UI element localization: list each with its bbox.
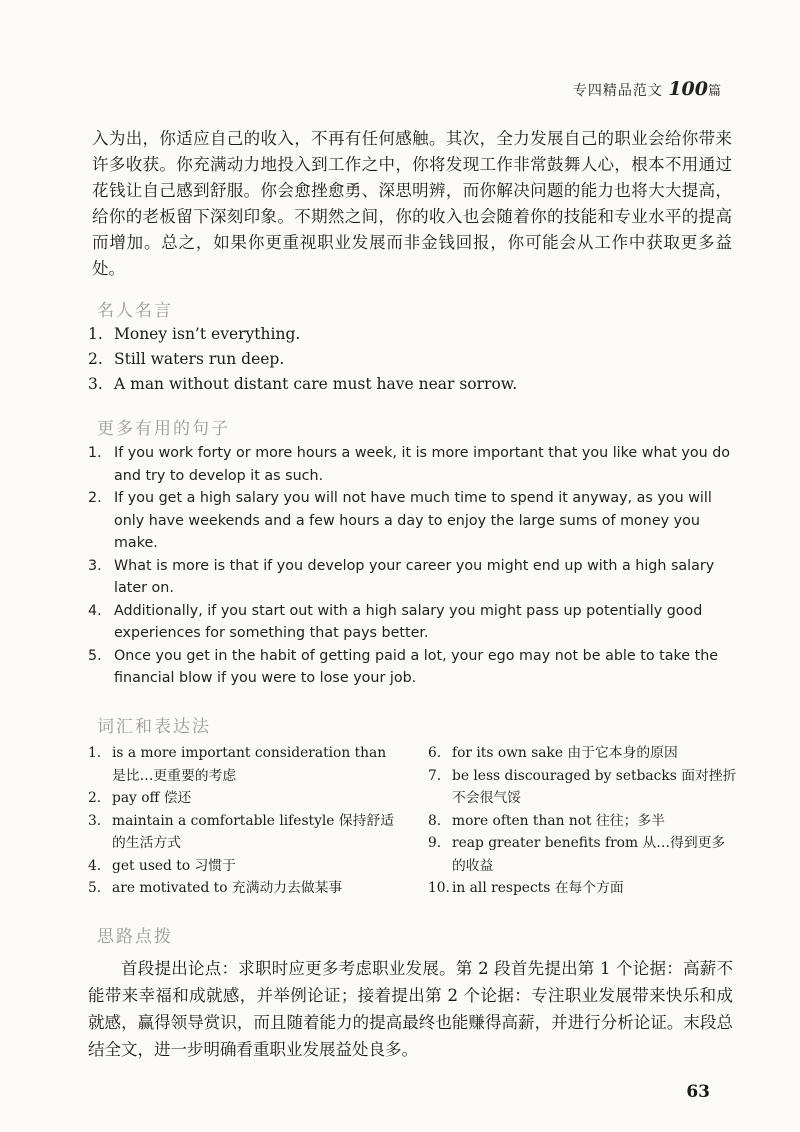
item-number: 9.	[428, 835, 442, 851]
vocab-title: 词汇和表达法	[97, 717, 211, 737]
list-item	[88, 600, 733, 645]
sentences-title: 更多有用的句子	[97, 419, 230, 439]
item-text: What is more is that if you develop your career you might end up with a high salary later on.	[114, 557, 715, 596]
item-number: 1.	[88, 445, 102, 461]
item-number: 4.	[88, 857, 102, 874]
item-number: 3.	[88, 557, 102, 574]
running-unit: 篇	[707, 84, 722, 99]
item-number: 3.	[88, 812, 102, 829]
item-text: are motivated to 充满动力去做某事	[112, 880, 343, 896]
list-item	[88, 347, 728, 372]
page-number: 63	[686, 1082, 710, 1102]
item-number: 5.	[88, 647, 102, 664]
item-number: 4.	[88, 602, 102, 619]
list-item	[88, 645, 733, 690]
list-item	[88, 487, 733, 555]
list-item	[88, 742, 400, 787]
intro-paragraph: 入为出，你适应自己的收入，不再有任何感触。其次，全力发展自己的职业会给你带来许多收获。你充满动力地投入到工作之中，你将发现工作非常鼓舞人心，根本不用通过花钱让自己感到舒服。你会愈挫愈勇、深思明辨，而你解决问题的能力也将大大提高，给你的老板留下深刻印象。不期然之间，你的收入也会随着你的技能和专业水平的提高而增加。总之，如果你更重视职业发展而非金钱回报，你可能会从工作中获取更多益处。	[92, 129, 732, 278]
item-number: 3.	[88, 375, 103, 393]
item-text: more often than not 往往；多半	[452, 812, 665, 829]
vocab-column-left	[88, 742, 400, 900]
running-title: 专四精品范文	[572, 83, 663, 99]
quotes-list	[88, 322, 728, 397]
item-text: Additionally, if you start out with a high salary you might pass up potentially good experiences for something that pays better.	[114, 602, 703, 641]
item-text: in all respects 在每个方面	[452, 880, 624, 896]
item-number: 2.	[88, 490, 102, 506]
item-number: 10.	[428, 880, 450, 896]
list-item	[88, 855, 400, 878]
vocab-list	[88, 742, 738, 900]
list-item	[428, 810, 738, 833]
running-number: 100	[668, 78, 708, 100]
item-text: reap greater benefits from 从…得到更多的收益	[452, 835, 726, 874]
item-text: Once you get in the habit of getting paid a lot, your ego may not be able to take the financial blow if you were to lose your job.	[114, 647, 719, 686]
item-number: 7.	[428, 767, 442, 784]
list-item	[88, 322, 728, 347]
list-item	[88, 877, 400, 900]
item-text: for its own sake 由于它本身的原因	[452, 745, 678, 761]
sentences-list	[88, 442, 733, 690]
item-text: A man without distant care must have near sorrow.	[114, 375, 518, 393]
item-number: 1.	[88, 745, 102, 761]
item-number: 6.	[428, 745, 442, 761]
item-text: be less discouraged by setbacks 面对挫折不会很气馁	[452, 767, 737, 806]
item-text: get used to 习惯于	[112, 857, 236, 874]
item-number: 8.	[428, 812, 442, 829]
item-number: 2.	[88, 790, 102, 806]
list-item	[88, 442, 733, 487]
item-text: Money isn’t everything.	[114, 325, 301, 343]
list-item	[88, 787, 400, 810]
list-item	[88, 372, 728, 397]
item-number: 5.	[88, 880, 102, 896]
quotes-title: 名人名言	[97, 301, 173, 321]
list-item	[428, 742, 738, 765]
item-text: Still waters run deep.	[114, 350, 285, 368]
item-text: If you work forty or more hours a week, it is more important that you like what you do and try to develop it as such.	[114, 445, 731, 484]
vocab-column-right	[428, 742, 738, 900]
item-text: is a more important consideration than 是比…更重要的考虑	[112, 745, 387, 784]
list-item	[88, 810, 400, 855]
running-header	[573, 78, 722, 100]
list-item	[428, 765, 738, 810]
list-item	[88, 555, 733, 600]
item-text: maintain a comfortable lifestyle 保持舒适的生活方式	[112, 812, 395, 851]
item-text: If you get a high salary you will not have much time to spend it anyway, as you will only have weekends and a few hours a day to enjoy the large sums of money you make.	[114, 490, 712, 551]
analysis-paragraph: 首段提出论点：求职时应更多考虑职业发展。第 2 段首先提出第 1 个论据：高薪不能带来幸福和成就感，并举例论证；接着提出第 2 个论据：专注职业发展带来快乐和成就感，赢得领导赏识，而且随着能力的提高最终也能赚得高薪，并进行分析论证。末段总结全文，进一步明确看重职业发展益处良多。	[88, 959, 733, 1059]
item-text: pay off 偿还	[112, 790, 192, 806]
analysis-title: 思路点拨	[97, 927, 173, 947]
item-number: 2.	[88, 350, 103, 368]
list-item	[428, 877, 738, 900]
item-number: 1.	[88, 325, 103, 343]
list-item	[428, 832, 738, 877]
